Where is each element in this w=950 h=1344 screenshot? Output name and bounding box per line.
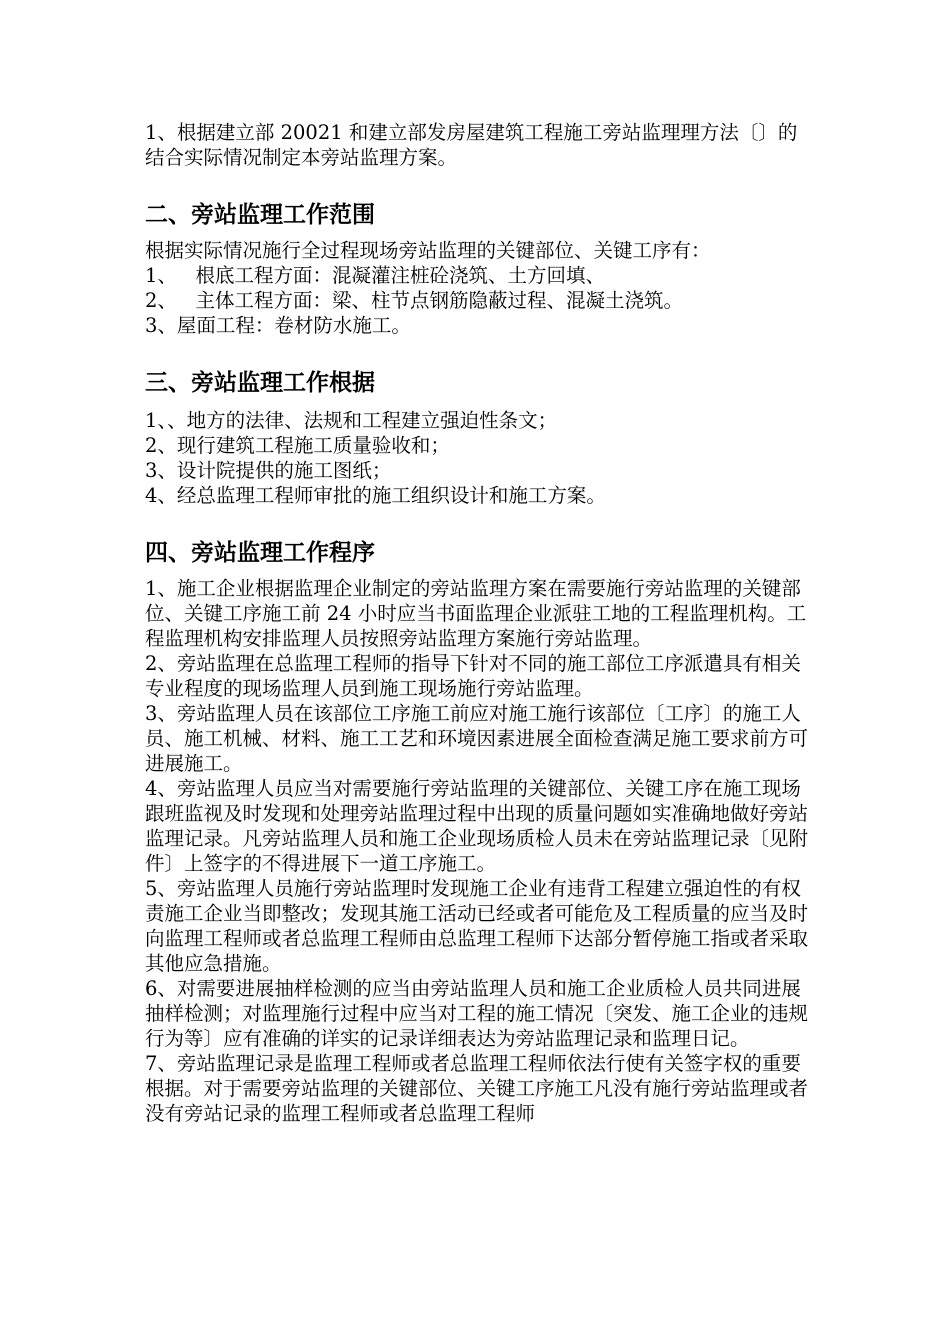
- section-4-item-3: 3、旁站监理人员在该部位工序施工前应对施工施行该部位〔工序〕的施工人员、施工机械、材料、施工工艺和环境因素进展全面检查满足施工要求前方可进展施工。: [145, 702, 809, 775]
- section-4-title: 四、旁站监理工作程序: [145, 540, 375, 566]
- intro-item-1: 1、根据建立部 20021 和建立部发房屋建筑工程施工旁站监理理方法〔〕的结合实际情况制定本旁站监理方案。: [145, 121, 798, 169]
- section-2-item-3: 3、屋面工程：卷材防水施工。: [145, 314, 411, 337]
- section-3-item-2: 2、现行建筑工程施工质量验收和；: [145, 434, 450, 457]
- section-2-intro: 根据实际情况施行全过程现场旁站监理的关键部位、关键工序有：: [145, 239, 711, 262]
- section-4-item-4: 4、旁站监理人员应当对需要施行旁站监理的关键部位、关键工序在施工现场跟班监视及时发现和处理旁站监理过程中出现的质量问题如实准确地做好旁站监理记录。凡旁站监理人员和施工企业现场质检人员未在旁站监理记录〔见附件〕上签字的不得进展下一道工序施工。: [145, 777, 809, 875]
- section-3-item-1: 1、、地方的法律、法规和工程建立强迫性条文；: [145, 409, 558, 432]
- section-2-title: 二、旁站监理工作范围: [145, 202, 375, 228]
- section-2-item-2: 2、 主体工程方面：梁、柱节点钢筋隐蔽过程、混凝土浇筑。: [145, 289, 684, 312]
- section-4-item-5: 5、旁站监理人员施行旁站监理时发现施工企业有违背工程建立强迫性的有权责施工企业当即整改；发现其施工活动已经或者可能危及工程质量的应当及时向监理工程师或者总监理工程师由总监理工程师下达部分暂停施工指或者采取其他应急措施。: [145, 877, 809, 975]
- section-3-item-3: 3、设计院提供的施工图纸；: [145, 459, 392, 482]
- document-page: [145, 120, 810, 1126]
- section-4-item-1: 1、施工企业根据监理企业制定的旁站监理方案在需要施行旁站监理的关键部位、关键工序施工前 24 小时应当书面监理企业派驻工地的工程监理机构。工程监理机构安排监理人员按照旁站监理方案施行旁站监理。: [145, 577, 807, 650]
- section-3-item-4: 4、经总监理工程师审批的施工组织设计和施工方案。: [145, 484, 606, 507]
- section-4-item-7: 7、旁站监理记录是监理工程师或者总监理工程师依法行使有关签字权的重要根据。对于需要旁站监理的关键部位、关键工序施工凡没有施行旁站监理或者没有旁站记录的监理工程师或者总监理工程师: [145, 1052, 809, 1125]
- section-3-title: 三、旁站监理工作根据: [145, 370, 375, 396]
- section-4-item-2: 2、旁站监理在总监理工程师的指导下针对不同的施工部位工序派遣具有相关专业程度的现场监理人员到施工现场施行旁站监理。: [145, 652, 801, 700]
- section-4-item-6: 6、对需要进展抽样检测的应当由旁站监理人员和施工企业质检人员共同进展抽样检测；对监理施行过程中应当对工程的施工情况〔突发、施工企业的违规行为等〕应有准确的详实的记录详细表达为旁站监理记录和监理日记。: [145, 977, 809, 1050]
- section-2-item-1: 1、 根底工程方面：混凝灌注桩砼浇筑、土方回填、: [145, 264, 606, 287]
